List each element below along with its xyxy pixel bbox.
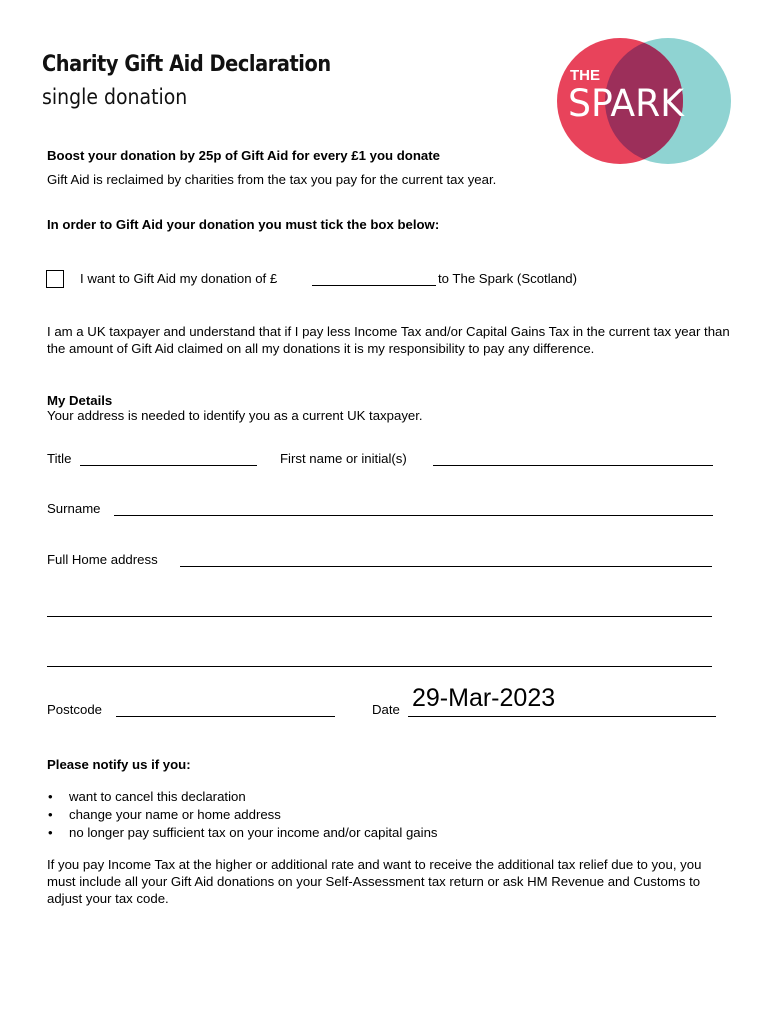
the-spark-logo <box>556 36 732 166</box>
title-label: Title <box>47 451 72 466</box>
surname-field[interactable] <box>114 515 713 516</box>
gift-aid-explanation: Gift Aid is reclaimed by charities from the tax you pay for the current tax year. <box>47 172 497 187</box>
first-name-label: First name or initial(s) <box>280 451 407 466</box>
notify-heading: Please notify us if you: <box>47 757 191 772</box>
address-field-line-2[interactable] <box>47 616 712 617</box>
list-item: • change your name or home address <box>48 807 281 822</box>
taxpayer-statement: I am a UK taxpayer and understand that if I pay less Income Tax and/or Capital Gains Tax in the current tax year than the amount of Gift Aid claimed on all my donations it is my responsibility to pay any difference. <box>47 324 730 356</box>
bullet-icon: • <box>48 789 53 804</box>
gift-aid-headline: Boost your donation by 25p of Gift Aid for every £1 you donate <box>47 148 440 163</box>
form-subtitle: single donation <box>42 85 188 109</box>
higher-rate-note: If you pay Income Tax at the higher or additional rate and want to receive the additional tax relief due to you, you must include all your Gift Aid donations on your Self-Assessment tax return or ask HM Revenue and Customs to adjust your tax code. <box>47 857 702 906</box>
declaration-label-before: I want to Gift Aid my donation of £ <box>80 271 278 286</box>
list-item: • want to cancel this declaration <box>48 789 246 804</box>
tick-instruction: In order to Gift Aid your donation you must tick the box below: <box>47 217 440 232</box>
date-value[interactable]: 29-Mar-2023 <box>412 684 556 712</box>
form-title: Charity Gift Aid Declaration <box>42 52 331 77</box>
donation-amount-field[interactable] <box>312 285 436 286</box>
title-field[interactable] <box>80 465 257 466</box>
address-field-line-1[interactable] <box>180 566 712 567</box>
postcode-label: Postcode <box>47 702 102 717</box>
date-field[interactable] <box>408 716 716 717</box>
address-label: Full Home address <box>47 552 158 567</box>
bullet-icon: • <box>48 807 53 822</box>
declaration-label-after: to The Spark (Scotland) <box>438 271 578 286</box>
logo-text-spark: SPARK <box>568 82 686 125</box>
address-field-line-3[interactable] <box>47 666 712 667</box>
logo-text-the: THE <box>570 67 600 84</box>
gift-aid-checkbox[interactable] <box>46 270 64 288</box>
notify-list <box>46 788 438 842</box>
first-name-field[interactable] <box>433 465 713 466</box>
bullet-icon: • <box>48 825 53 840</box>
list-item: • no longer pay sufficient tax on your income and/or capital gains <box>48 825 438 840</box>
date-label: Date <box>372 702 400 717</box>
postcode-field[interactable] <box>116 716 335 717</box>
surname-label: Surname <box>47 501 101 516</box>
my-details-heading: My Details <box>47 393 113 408</box>
my-details-note: Your address is needed to identify you as a current UK taxpayer. <box>47 408 423 423</box>
